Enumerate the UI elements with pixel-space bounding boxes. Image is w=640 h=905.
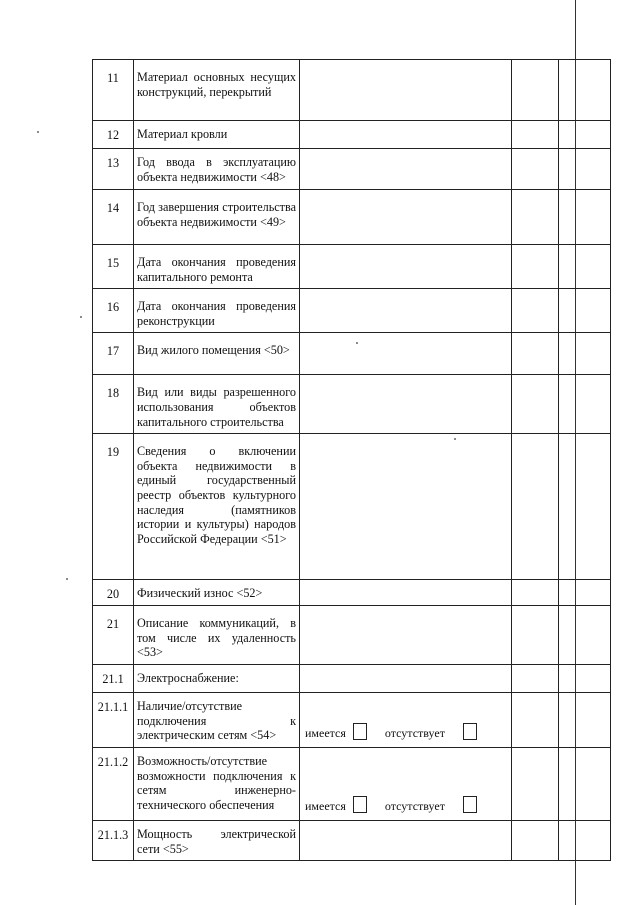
row-number: 16 (93, 289, 134, 333)
blank-cell (559, 747, 611, 820)
table-row (93, 375, 611, 434)
value-cell[interactable] (300, 664, 512, 692)
scan-speck (37, 131, 39, 133)
row-label: Мощность электрической сети <55> (134, 820, 300, 860)
table-row (93, 289, 611, 333)
blank-cell (559, 434, 611, 580)
scan-speck (66, 578, 68, 580)
row-number: 15 (93, 245, 134, 289)
blank-cell (512, 289, 559, 333)
row-label: Вид жилого помещения <50> (134, 333, 300, 375)
row-label: Физический износ <52> (134, 580, 300, 606)
row-label: Возможность/отсутствие возможности подключения к сетям инженерно-технического обеспечения (134, 747, 300, 820)
connection-possibility-choice (305, 796, 507, 813)
row-number: 19 (93, 434, 134, 580)
row-number: 11 (93, 60, 134, 121)
row-label: Материал основных несущих конструкций, перекрытий (134, 60, 300, 121)
table-row (93, 245, 611, 289)
table-row (93, 580, 611, 606)
option-present-label: имеется (305, 725, 346, 740)
row-label: Год завершения строительства объекта недвижимости <49> (134, 190, 300, 245)
value-cell[interactable] (300, 60, 512, 121)
table-row (93, 747, 611, 820)
row-number: 20 (93, 580, 134, 606)
blank-cell (559, 333, 611, 375)
row-label: Вид или виды разрешенного использования объектов капитального строительства (134, 375, 300, 434)
table-row (93, 121, 611, 149)
row-number: 12 (93, 121, 134, 149)
absent-checkbox[interactable] (463, 796, 477, 813)
blank-cell (559, 692, 611, 747)
row-label: Электроснабжение: (134, 664, 300, 692)
table-row (93, 692, 611, 747)
value-cell[interactable] (300, 580, 512, 606)
table-row (93, 664, 611, 692)
table-row (93, 820, 611, 860)
row-number: 13 (93, 149, 134, 190)
blank-cell (512, 747, 559, 820)
value-cell[interactable] (300, 820, 512, 860)
table-row (93, 606, 611, 665)
blank-cell (559, 190, 611, 245)
row-number: 21.1.3 (93, 820, 134, 860)
blank-cell (559, 606, 611, 665)
value-cell[interactable] (300, 190, 512, 245)
present-checkbox[interactable] (353, 723, 367, 740)
row-number: 21.1.1 (93, 692, 134, 747)
option-present-label: имеется (305, 798, 346, 813)
row-label: Дата окончания проведения капитального ремонта (134, 245, 300, 289)
connection-choice (305, 723, 507, 740)
blank-cell (559, 289, 611, 333)
row-number: 18 (93, 375, 134, 434)
blank-cell (512, 580, 559, 606)
blank-cell (559, 664, 611, 692)
blank-cell (512, 149, 559, 190)
blank-cell (512, 333, 559, 375)
table-row (93, 149, 611, 190)
blank-cell (559, 820, 611, 860)
row-number: 21.1 (93, 664, 134, 692)
blank-cell (559, 245, 611, 289)
row-number: 21.1.2 (93, 747, 134, 820)
row-number: 14 (93, 190, 134, 245)
row-label: Дата окончания проведения реконструкции (134, 289, 300, 333)
value-cell (300, 692, 512, 747)
blank-cell (512, 190, 559, 245)
table-row (93, 60, 611, 121)
property-info-table (92, 59, 611, 861)
blank-cell (512, 375, 559, 434)
row-number: 21 (93, 606, 134, 665)
table-row (93, 190, 611, 245)
option-absent-label: отсутствует (384, 798, 445, 813)
table-row (93, 333, 611, 375)
value-cell[interactable] (300, 245, 512, 289)
blank-cell (512, 434, 559, 580)
absent-checkbox[interactable] (463, 723, 477, 740)
blank-cell (559, 60, 611, 121)
blank-cell (512, 692, 559, 747)
blank-cell (559, 121, 611, 149)
blank-cell (512, 245, 559, 289)
value-cell[interactable] (300, 149, 512, 190)
row-label: Год ввода в эксплуатацию объекта недвижимости <48> (134, 149, 300, 190)
blank-cell (512, 606, 559, 665)
option-absent-label: отсутствует (384, 725, 445, 740)
value-cell[interactable] (300, 333, 512, 375)
value-cell[interactable] (300, 121, 512, 149)
blank-cell (512, 664, 559, 692)
blank-cell (512, 60, 559, 121)
scan-speck (80, 316, 82, 318)
present-checkbox[interactable] (353, 796, 367, 813)
value-cell[interactable] (300, 289, 512, 333)
value-cell (300, 747, 512, 820)
value-cell[interactable] (300, 606, 512, 665)
row-number: 17 (93, 333, 134, 375)
value-cell[interactable] (300, 375, 512, 434)
row-label: Сведения о включении объекта недвижимости в единый государственный реестр объектов культурного наследия (памятников истории и культуры) народов Российской Федерации <51> (134, 434, 300, 580)
row-label: Материал кровли (134, 121, 300, 149)
blank-cell (559, 375, 611, 434)
blank-cell (559, 149, 611, 190)
row-label: Наличие/отсутствие подключения к электрическим сетям <54> (134, 692, 300, 747)
blank-cell (512, 121, 559, 149)
row-label: Описание коммуникаций, в том числе их удаленность <53> (134, 606, 300, 665)
value-cell[interactable] (300, 434, 512, 580)
table-row (93, 434, 611, 580)
blank-cell (559, 580, 611, 606)
blank-cell (512, 820, 559, 860)
